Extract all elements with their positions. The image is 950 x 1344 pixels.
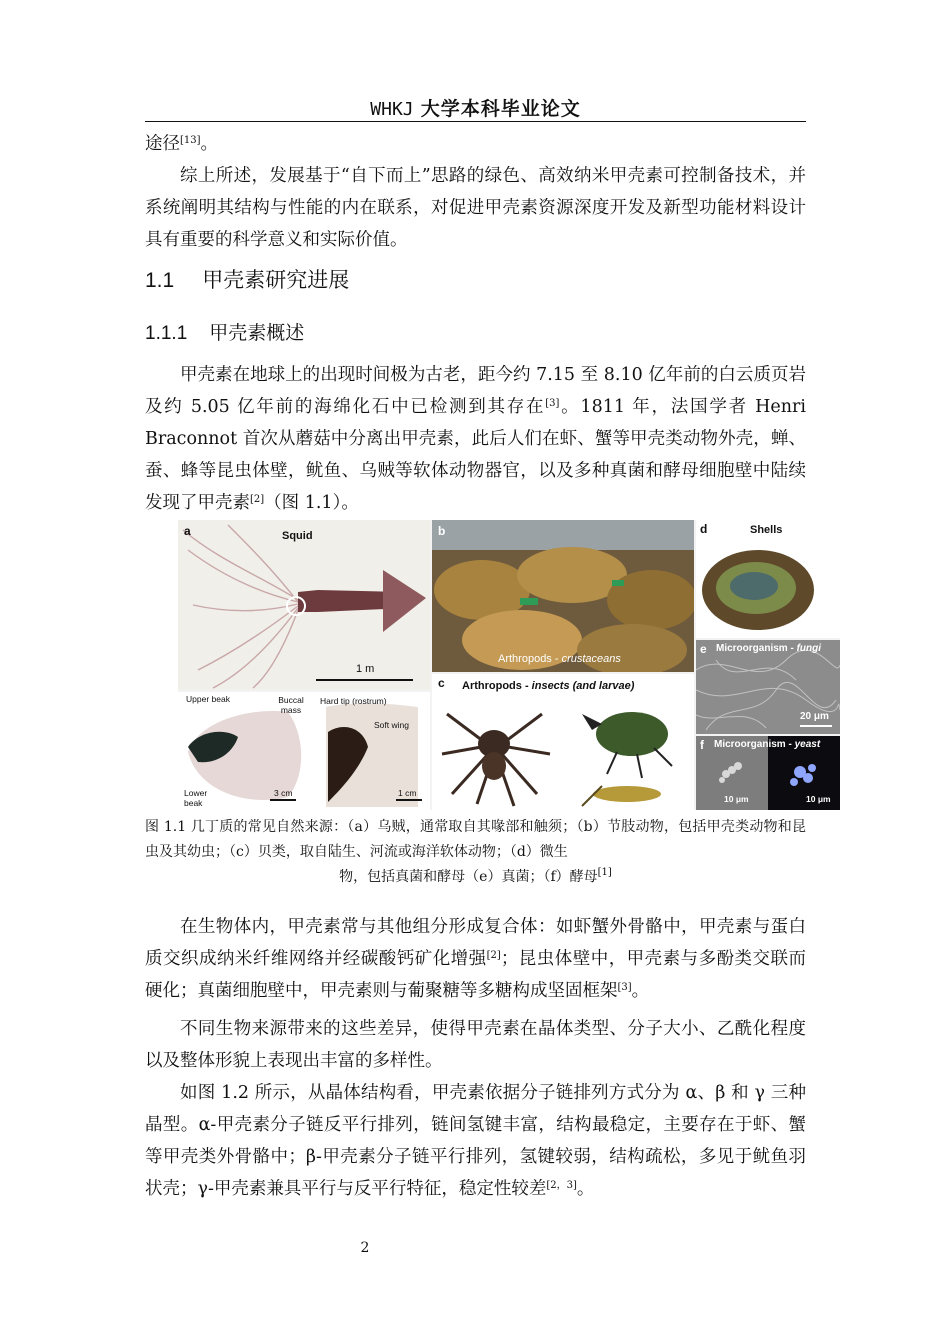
panel-a-beaks <box>178 692 430 810</box>
panel-f-caption: Microorganism - yeast <box>714 739 821 750</box>
subsection-title: 甲壳素概述 <box>209 322 305 344</box>
paragraph-continuation: 途径[13]。 <box>145 134 219 154</box>
paragraph-crystal-forms: 如图 1.2 所示，从晶体结构看，甲壳素依据分子链排列方式分为 α、β 和 γ 三种晶型。α-甲壳素分子链反平行排列，链间氢键丰富，结构最稳定，主要存在于虾、蟹等甲壳类外骨骼中；β-甲壳素分子链平行排列，氢键较弱，结构疏松，多见于鱿鱼羽状壳；γ-甲壳素兼具平行与反平行特征，稳定性较差[2，3]。 <box>145 1083 806 1199</box>
figure-caption <box>145 815 806 890</box>
panel-c-insects <box>432 674 694 810</box>
panel-f-label: f <box>700 738 704 752</box>
body-text-overview <box>145 359 806 519</box>
header-title: 大学本科毕业论文 <box>420 98 581 120</box>
shell-photo <box>696 520 840 638</box>
caption-body: 图 1.1 几丁质的常见自然来源：（a）乌贼，通常取自其喙部和触须；（b）节肢动物，包括甲壳类动物和昆虫及其幼虫；（c）贝类，取自陆生、河流或海洋软体动物；（d）微生 <box>145 819 806 860</box>
scale-bar-20um: 20 μm <box>800 711 829 722</box>
crab-photo <box>432 520 694 672</box>
paragraph-diversity: 不同生物来源带来的这些差异，使得甲壳素在晶体类型、分子大小、乙酰化程度以及整体形貌上表现出丰富的多样性。 <box>145 1019 806 1071</box>
panel-e-caption: Microorganism - fungi <box>716 643 822 654</box>
citation: [3] <box>617 982 632 993</box>
header-rule <box>145 121 806 122</box>
panel-e-label: e <box>700 642 707 656</box>
panel-a-label: a <box>184 524 191 538</box>
insect-photos <box>432 674 694 810</box>
panel-c-label: c <box>438 676 445 690</box>
panel-b-label: b <box>438 524 446 538</box>
panel-b-crustaceans <box>432 520 694 672</box>
panel-d-label: d <box>700 522 708 536</box>
label-upper-beak: Upper beak <box>186 694 230 704</box>
scale-bar-1m: 1 m <box>356 663 375 675</box>
header-latin: WHKJ <box>370 99 414 120</box>
scale-bar-1cm: 1 cm <box>398 788 417 798</box>
panel-e-fungi <box>696 640 840 734</box>
page-number: 2 <box>360 1240 370 1256</box>
label-soft-wing: Soft wing <box>374 720 409 730</box>
section-heading <box>145 264 349 294</box>
citation: [3] <box>545 398 560 409</box>
paragraph-composites: 在生物体内，甲壳素常与其他组分形成复合体：如虾蟹外骨骼中，甲壳素与蛋白质交织成纳米纤维网络并经碳酸钙矿化增强[2]；昆虫体壁中，甲壳素与多酚类交联而硬化；真菌细胞壁中，甲壳素则与葡聚糖等多糖构成坚固框架[3]。 <box>145 917 807 1001</box>
citation: [2，3] <box>546 1180 577 1191</box>
body-text-top <box>145 128 806 256</box>
panel-c-caption: Arthropods - insects (and larvae) <box>462 680 635 692</box>
scale-bar-10um-right: 10 μm <box>806 794 831 804</box>
subsection-heading <box>145 318 304 345</box>
panel-b-caption: Arthropods - crustaceans <box>498 653 621 665</box>
paragraph-summary: 综上所述，发展基于“自下而上”思路的绿色、高效纳米甲壳素可控制备技术，并系统阐明其结构与性能的内在联系，对促进甲壳素资源深度开发及新型功能材料设计具有重要的科学意义和实际价值。 <box>145 166 806 250</box>
caption-last-line: 物，包括真菌和酵母（e）真菌；（f）酵母[1] <box>339 867 612 885</box>
label-buccal-mass: Buccal mass <box>278 695 304 715</box>
citation: [13] <box>180 135 201 146</box>
section-title: 甲壳素研究进展 <box>202 268 350 292</box>
citation: [1] <box>597 867 612 878</box>
scale-bar-3cm: 3 cm <box>274 788 293 798</box>
citation: [2] <box>486 950 501 961</box>
subsection-number: 1.1.1 <box>145 323 188 344</box>
panel-a-title: Squid <box>282 530 313 542</box>
panel-a-squid <box>178 520 430 690</box>
body-text-bottom <box>145 911 806 1205</box>
citation: [2] <box>250 494 265 505</box>
label-hard-tip: Hard tip (rostrum) <box>320 696 387 706</box>
section-number: 1.1 <box>145 269 175 292</box>
running-header <box>145 94 806 121</box>
panel-f-yeast <box>696 736 840 810</box>
squid-illustration <box>178 520 430 690</box>
figure-chitin-sources <box>178 520 840 810</box>
scale-bar-10um-left: 10 μm <box>724 794 749 804</box>
label-lower-beak: Lower beak <box>184 788 208 808</box>
paragraph-history: 甲壳素在地球上的出现时间极为古老，距今约 7.15 至 8.10 亿年前的白云质页岩及约 5.05 亿年前的海绵化石中已检测到其存在[3]。1811 年，法国学者 Henri Braconnot 首次从蘑菇中分离出甲壳素，此后人们在虾、蟹等甲壳类动物外壳，蝉、蚕、蜂等昆虫体壁，鱿鱼、乌贼等软体动物器官，以及多种真菌和酵母细胞壁中陆续发现了甲壳素[2]（图 1.1）。 <box>145 365 807 513</box>
panel-d-shells <box>696 520 840 638</box>
panel-d-title: Shells <box>750 524 783 536</box>
